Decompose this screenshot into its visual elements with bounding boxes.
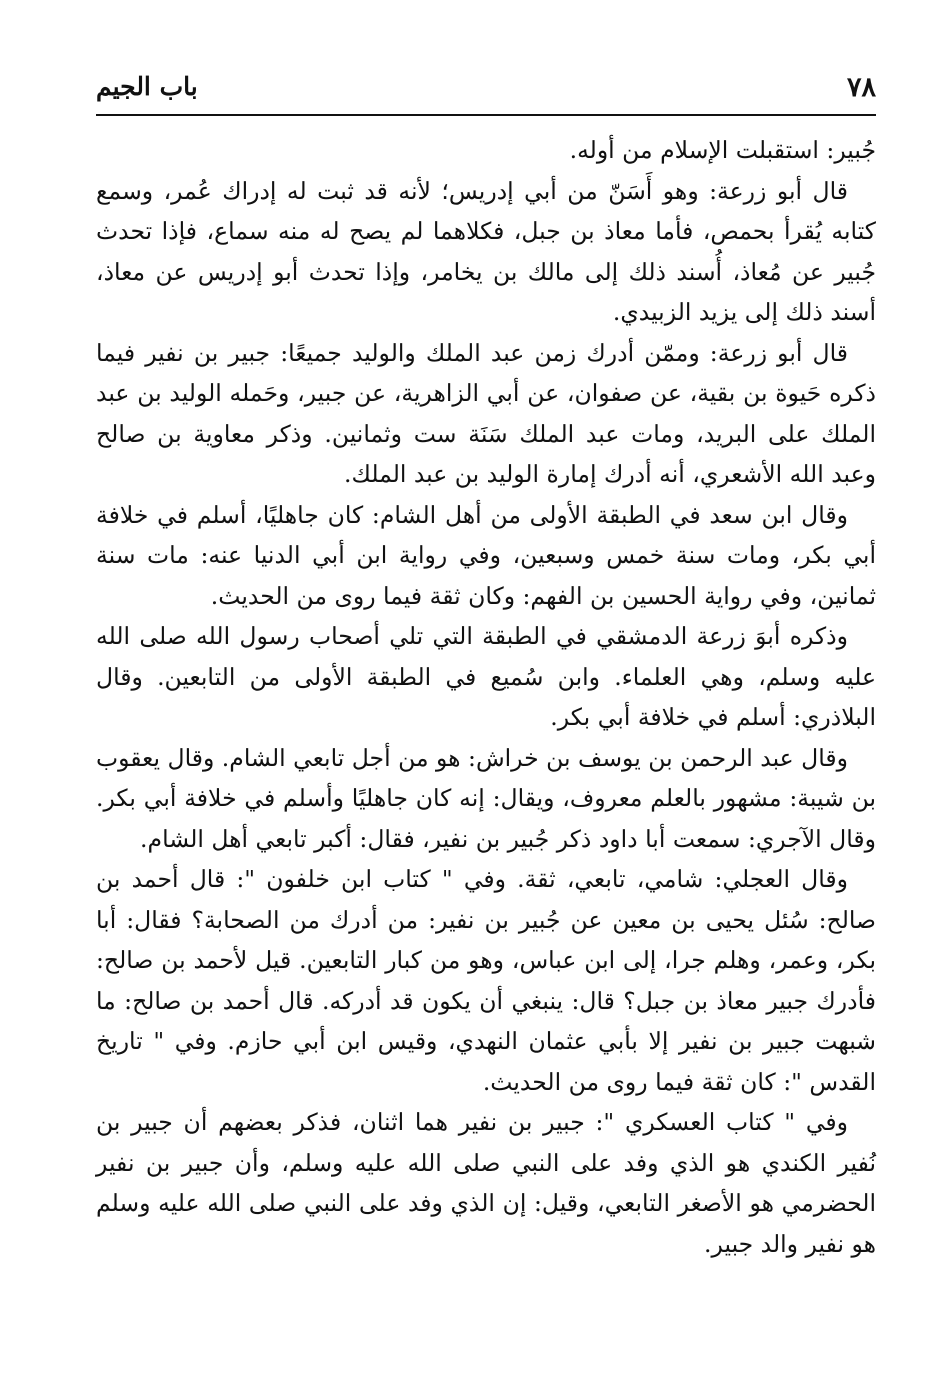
paragraph: قال أبو زرعة: وممّن أدرك زمن عبد الملك والوليد جميعًا: جبير بن نفير فيما ذكره حَيوة بن بقية، عن صفوان، عن أبي الزاهرية، عن جبير، وحَمله الوليد بن عبد الملك على البريد، ومات عبد الملك سَنَة ست وثمانين. وذكر معاوية بن صالح وعبد الله الأشعري، أنه أدرك إمارة الوليد بن عبد الملك. [96,338,876,488]
paragraph: قال أبو زرعة: وهو أَسَنّ من أبي إدريس؛ لأنه قد ثبت له إدراك عُمر، وسمع كتابه يُقرأ بحمص، فأما معاذ بن جبل، فكلاهما لم يصح له منه سماع، فإذا تحدث جُبير عن مُعاذ، أُسند ذلك إلى مالك بن يخامر، وإذا تحدث أبو إدريس عن معاذ، أسند ذلك إلى يزيد الزبيدي. [96,176,876,326]
body-text [96,130,876,1264]
paragraph: وذكره أبوَ زرعة الدمشقي في الطبقة التي تلي أصحاب رسول الله صلى الله عليه وسلم، وهي العلماء. وابن سُميع في الطبقة الأولى من التابعين. وقال البلاذري: أسلم في خلافة أبي بكر. [96,622,876,731]
paragraph: وقال ابن سعد في الطبقة الأولى من أهل الشام: كان جاهليًا، أسلم في خلافة أبي بكر، ومات سنة خمس وسبعين، وفي رواية ابن أبي الدنيا عنه: مات سنة ثمانين، وفي رواية الحسين بن الفهم: وكان ثقة فيما روى من الحديث. [96,500,876,610]
page-number: ٧٨ [846,72,876,103]
paragraph: وفي " كتاب العسكري ": جبير بن نفير هما اثنان، فذكر بعضهم أن جبير بن نُفير الكندي هو الذي وفد على النبي صلى الله عليه وسلم، وأن جبير بن نفير الحضرمي هو الأصغر التابعي، وقيل: إن الذي وفد على النبي صلى الله عليه وسلم هو نفير والد جبير. [96,1108,876,1258]
chapter-title: باب الجيم [96,72,198,101]
paragraph: وقال العجلي: شامي، تابعي، ثقة. وفي " كتاب ابن خلفون ": قال أحمد بن صالح: سُئل يحيى بن معين عن جُبير بن نفير: من أدرك من الصحابة؟ فقال: أبا بكر، وعمر، وهلم جرا، إلى ابن عباس، وهو من كبار التابعين. قيل لأحمد بن صالح: فأدرك جبير معاذ بن جبل؟ قال: ينبغي أن يكون قد أدركه. قال أحمد بن صالح: ما شبهت جبير بن نفير إلا بأبي عثمان النهدي، وقيس ابن أبي حازم. وفي " تاريخ القدس ": كان ثقة فيما روى من الحديث. [96,865,876,1096]
paragraph: جُبير: استقبلت الإسلام من أوله. [569,136,876,164]
paragraph: وقال عبد الرحمن بن يوسف بن خراش: هو من أجل تابعي الشام. وقال يعقوب بن شيبة: مشهور بالعلم معروف، ويقال: إنه كان جاهليًا وأسلم في خلافة أبي بكر. وقال الآجري: سمعت أبا داود ذكر جُبير بن نفير، فقال: أكبر تابعي أهل الشام. [96,743,876,853]
running-header [96,66,876,116]
